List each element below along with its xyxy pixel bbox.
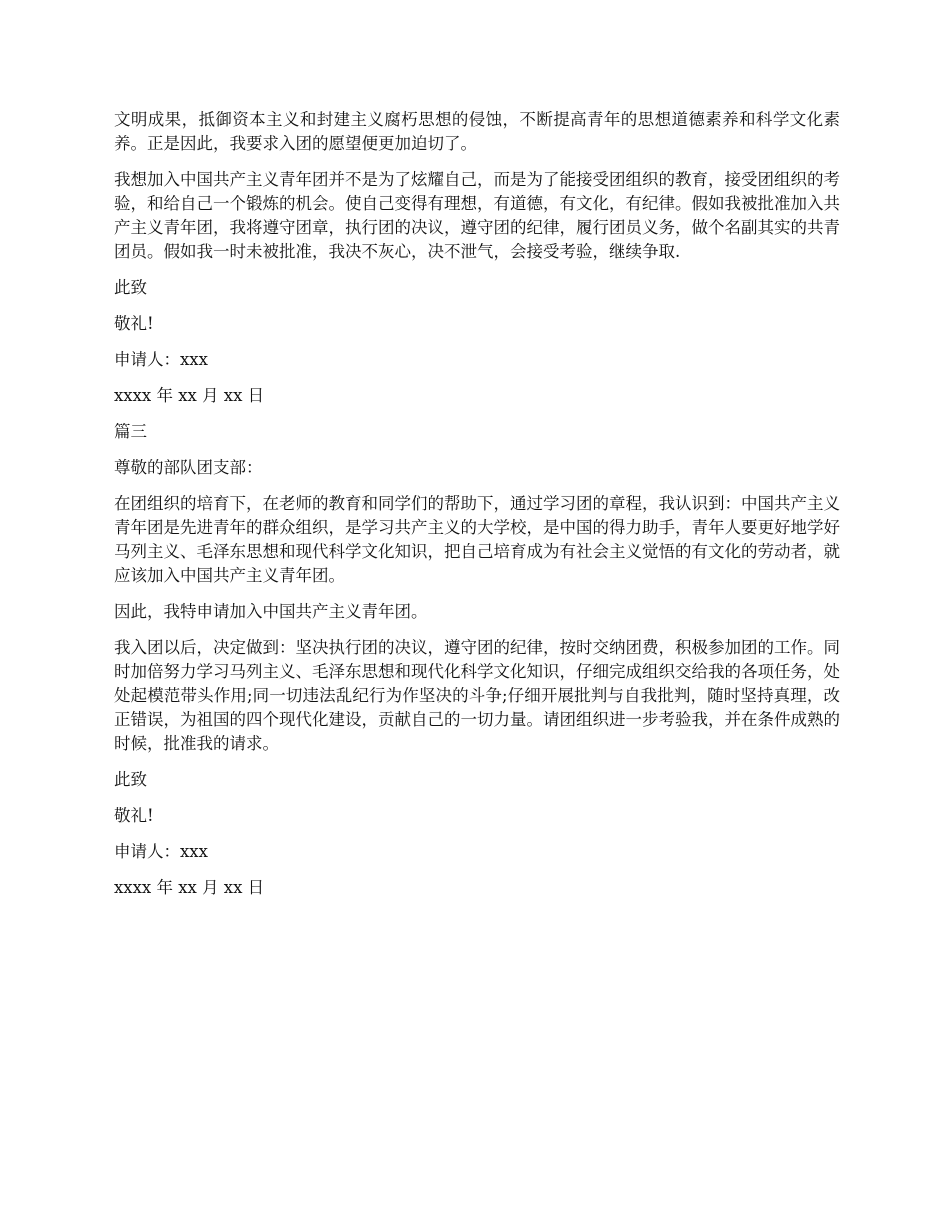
paragraph-commitment: 我入团以后，决定做到：坚决执行团的决议，遵守团的纪律，按时交纳团费，积极参加团的工作。同时加倍努力学习马列主义、毛泽东思想和现代化科学文化知识，仔细完成组织交给我的各项任务，处处起模范带头作用;同一切违法乱纪行为作坚决的斗争;仔细开展批判与自我批判，随时坚持真理，改正错误，为祖国的四个现代化建设，贡献自己的一切力量。请团组织进一步考验我，并在条件成熟的时候，批准我的请求。 <box>114 638 840 753</box>
letter-greeting: 尊敬的部队团支部： <box>114 458 263 477</box>
signature-date-2: xxxx 年 xx 月 xx 日 <box>114 878 265 897</box>
document-body <box>114 108 840 912</box>
signature-date: xxxx 年 xx 月 xx 日 <box>114 386 265 405</box>
closing-regards: 敬礼! <box>114 314 154 333</box>
paragraph-understanding: 在团组织的培育下，在老师的教育和同学们的帮助下，通过学习团的章程，我认识到：中国共产主义青年团是先进青年的群众组织，是学习共产主义的大学校，是中国的得力助手，青年人要更好地学好马列主义、毛泽东思想和现代科学文化知识，把自己培育成为有社会主义觉悟的有文化的劳动者，就应该加入中国共产主义青年团。 <box>114 494 840 585</box>
applicant-signature-2: 申请人：xxx <box>114 842 208 861</box>
closing-salutation-2: 此致 <box>114 770 147 789</box>
paragraph-motivation: 我想加入中国共产主义青年团并不是为了炫耀自己，而是为了能接受团组织的教育，接受团组织的考验，和给自己一个锻炼的机会。使自己变得有理想，有道德，有文化，有纪律。假如我被批准加入共产主义青年团，我将遵守团章，执行团的决议，遵守团的纪律，履行团员义务，做个名副其实的共青团员。假如我一时未被批准，我决不灰心，决不泄气，会接受考验，继续争取. <box>114 170 840 261</box>
closing-regards-2: 敬礼! <box>114 806 154 825</box>
closing-salutation: 此致 <box>114 278 147 297</box>
paragraph-intro-continuation: 文明成果，抵御资本主义和封建主义腐朽思想的侵蚀，不断提高青年的思想道德素养和科学文化素养。正是因此，我要求入团的愿望便更加迫切了。 <box>114 110 840 153</box>
section-heading: 篇三 <box>114 422 147 441</box>
paragraph-application: 因此，我特申请加入中国共产主义青年团。 <box>114 602 428 621</box>
applicant-signature: 申请人：xxx <box>114 350 208 369</box>
